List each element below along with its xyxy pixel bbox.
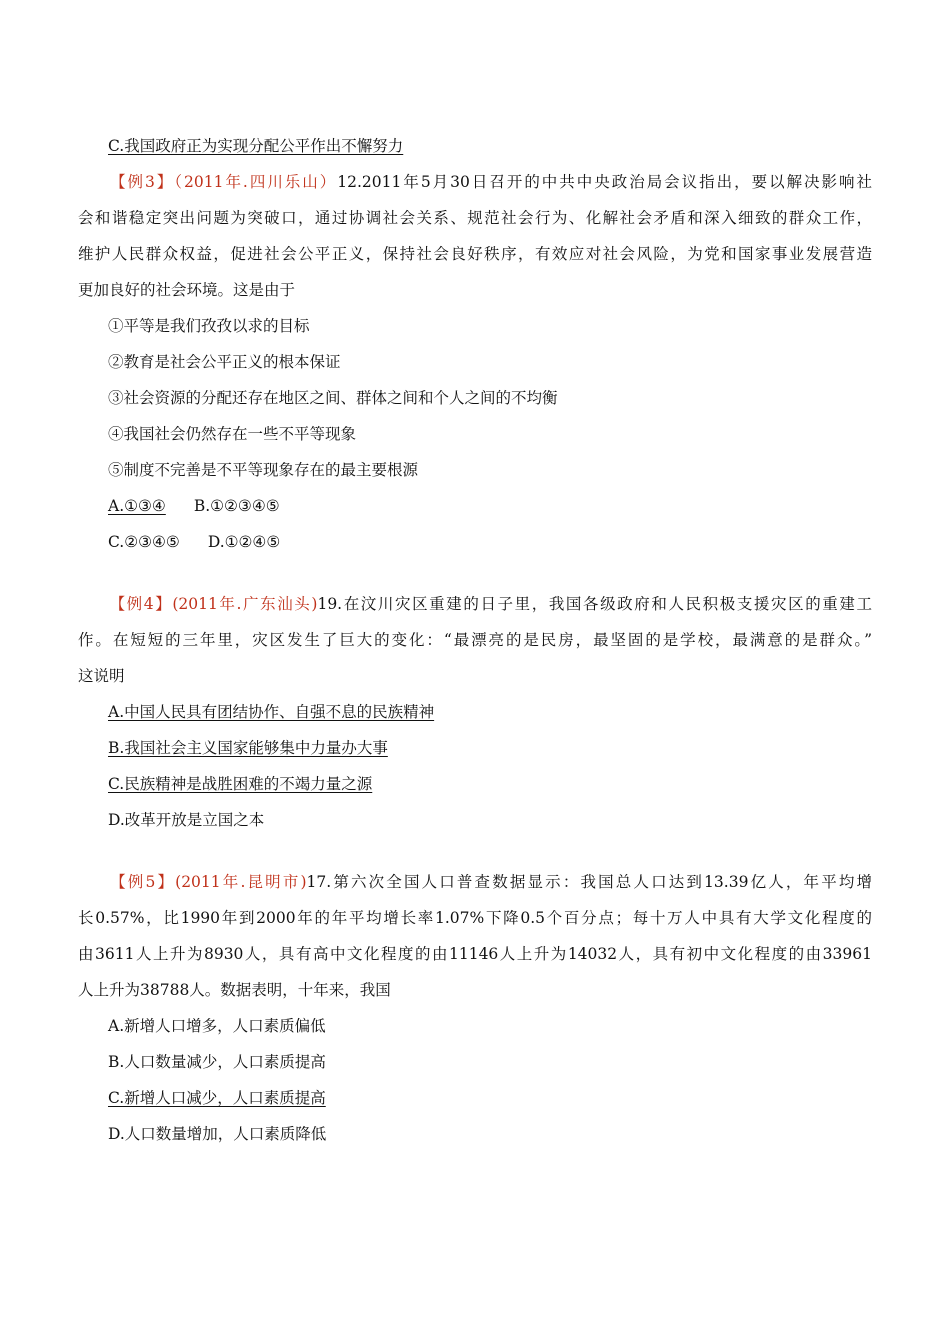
example-3-first-line	[78, 172, 872, 192]
example-5-stem-line-1: 17.第六次全国人口普查数据显示：我国总人口达到13.39亿人，年平均增	[306, 873, 872, 891]
example-5-option-c: C.新增人口减少，人口素质提高	[108, 1089, 326, 1107]
example-4-tag: 【例4】	[108, 595, 173, 613]
example-4-option-b: B.我国社会主义国家能够集中力量办大事	[108, 739, 388, 757]
example-3-options-row-2	[108, 532, 280, 552]
example-3-source: （2011年.四川乐山）	[174, 173, 338, 191]
answer-option-c: C.我国政府正为实现分配公平作出不懈努力	[108, 137, 404, 155]
example-3-stem-line-2: 会和谐稳定突出问题为突破口，通过协调社会关系、规范社会行为、化解社会矛盾和深入细致的群众工作，	[78, 209, 872, 227]
example-3-options-row-1	[108, 496, 280, 516]
example-3-item-4: ④我国社会仍然存在一些不平等现象	[108, 425, 357, 443]
example-3-item-1: ①平等是我们孜孜以求的目标	[108, 317, 310, 335]
example-3-option-d: D.①②④⑤	[207, 533, 281, 551]
example-3-option-a: A.①③④	[108, 497, 166, 515]
example-3-item-5: ⑤制度不完善是不平等现象存在的最主要根源	[108, 461, 419, 479]
example-5-stem-line-4: 人上升为38788人。数据表明，十年来，我国	[78, 981, 391, 999]
example-5-tag: 【例5】	[108, 873, 176, 891]
example-4-first-line	[78, 594, 872, 614]
example-3-option-c: C.②③④⑤	[108, 533, 180, 551]
example-3-option-b: B.①②③④⑤	[193, 497, 280, 515]
example-4-option-a: A.中国人民具有团结协作、自强不息的民族精神	[108, 703, 435, 721]
example-5-source: (2011年.昆明市)	[175, 873, 307, 891]
example-3-stem-line-3: 维护人民群众权益，促进社会公平正义，保持社会良好秩序，有效应对社会风险，为党和国家事业发展营造	[78, 245, 872, 263]
example-5-option-b: B.人口数量减少，人口素质提高	[108, 1053, 326, 1071]
example-3-stem-line-1: 12.2011年5月30日召开的中共中央政治局会议指出，要以解决影响社	[337, 173, 872, 191]
example-3-item-3: ③社会资源的分配还存在地区之间、群体之间和个人之间的不均衡	[108, 389, 558, 407]
example-3-item-2: ②教育是社会公平正义的根本保证	[108, 353, 341, 371]
example-4-stem-line-1: 19.在汶川灾区重建的日子里，我国各级政府和人民积极支援灾区的重建工	[317, 595, 872, 613]
example-5-option-d: D.人口数量增加，人口素质降低	[108, 1125, 327, 1143]
example-4-source: (2011年.广东汕头)	[172, 595, 318, 613]
example-4-stem-line-3: 这说明	[78, 667, 125, 685]
example-5-stem-line-3: 由3611人上升为8930人，具有高中文化程度的由11146人上升为14032人，具有初中文化程度的由33961	[78, 945, 872, 963]
example-5-stem-line-2: 长0.57%，比1990年到2000年的年平均增长率1.07%下降0.5个百分点；每十万人中具有大学文化程度的	[78, 909, 872, 927]
example-5-option-a: A.新增人口增多，人口素质偏低	[108, 1017, 326, 1035]
example-3-tag: 【例3】	[108, 173, 175, 191]
example-3-stem-line-4: 更加良好的社会环境。这是由于	[78, 281, 296, 299]
example-4-option-c: C.民族精神是战胜困难的不竭力量之源	[108, 775, 373, 793]
example-5-first-line	[78, 872, 872, 892]
example-4-stem-line-2: 作。在短短的三年里，灾区发生了巨大的变化：“最漂亮的是民房，最坚固的是学校，最满意的是群众。”	[78, 631, 872, 649]
example-4-option-d: D.改革开放是立国之本	[108, 811, 265, 829]
